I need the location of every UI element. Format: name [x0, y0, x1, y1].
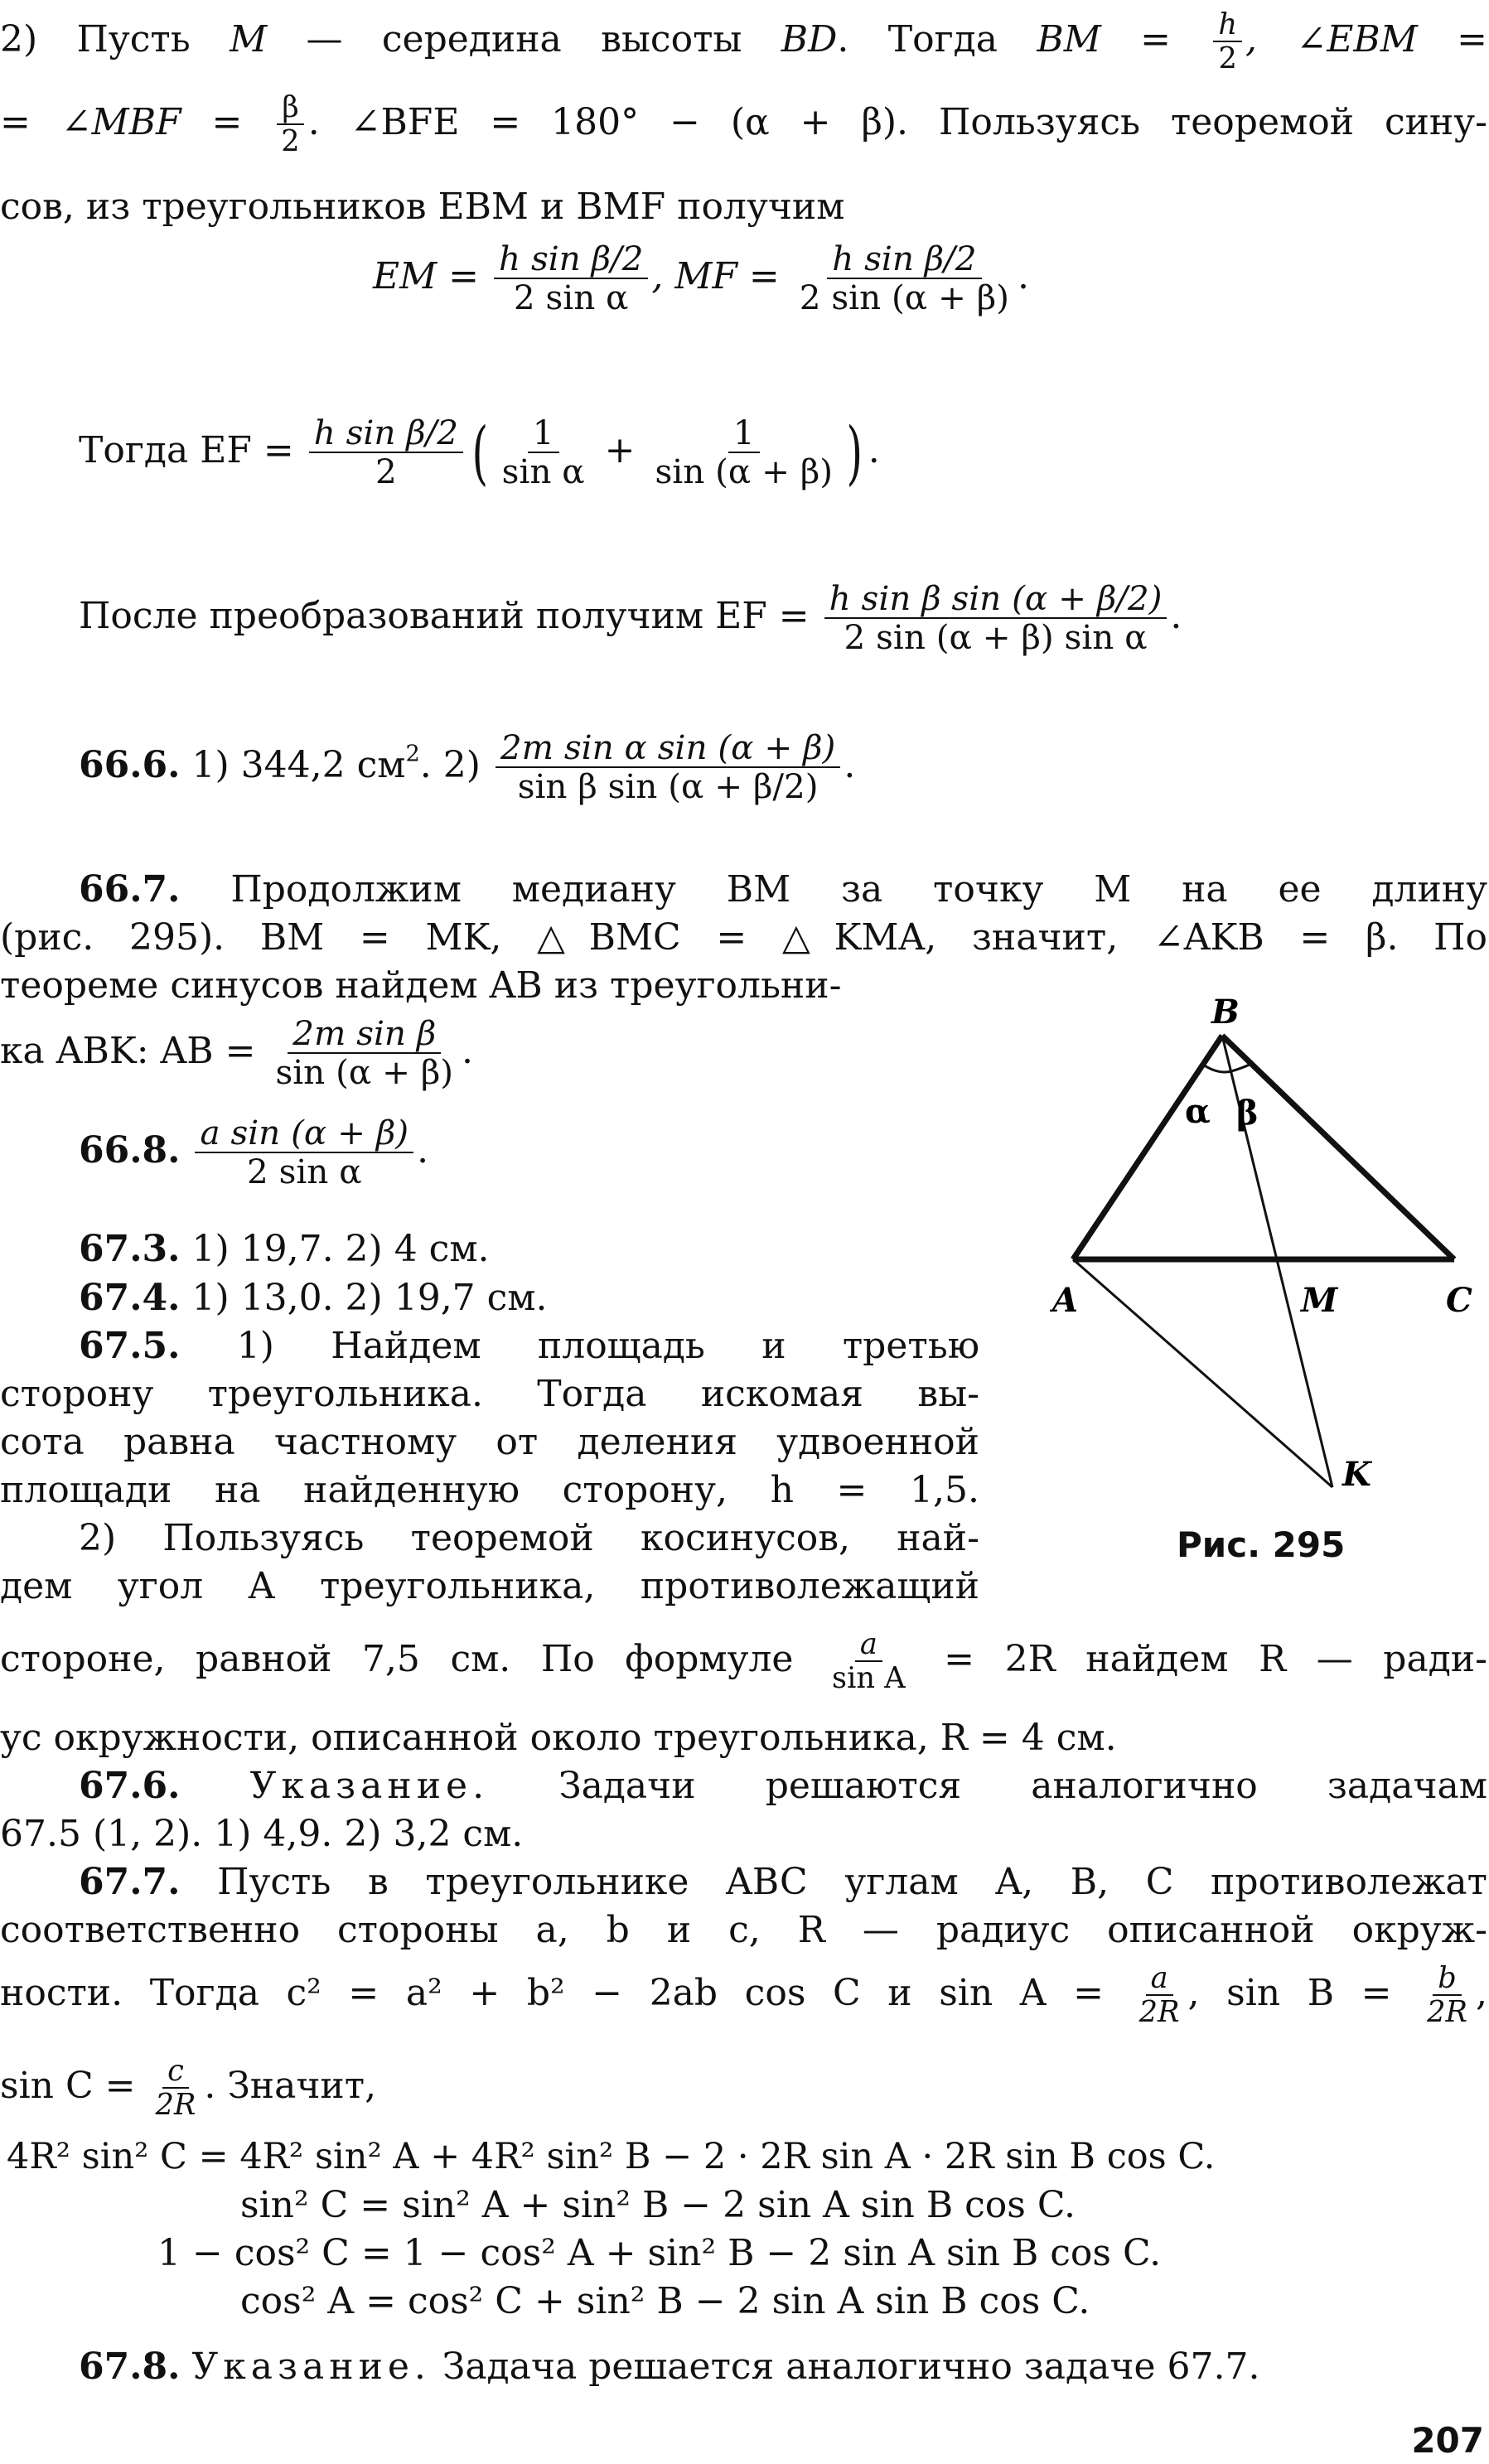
answer-67-5-line3: сота равна частному от деления удвоенной [0, 1421, 979, 1463]
label-a: A [1052, 1281, 1079, 1320]
equation-3: 1 − cos² C = 1 − cos² A + sin² B − 2 sin A sin B cos C. [157, 2232, 1162, 2274]
side-bc [1222, 1036, 1454, 1259]
text-segment: — середина высоты [267, 17, 781, 60]
answer-66-7-line2: (рис. 295). BM = MK, △BMC = △KMA, значит, ∠AKB = β. По [0, 916, 1487, 959]
text-segment: = ∠MBF = [0, 100, 273, 143]
answer-67-5-line6: дем угол A треугольника, противолежащий [0, 1565, 979, 1607]
formula-em-mf: EM = $\frac{\text{h sin β/2}}{\text{2 sin α}}$ , MF = $\frac{\text{h sin β/2}}{2 \sin (\alpha + \beta)}$ . [373, 239, 1029, 318]
answer-67-5-line4: площади на найденную сторону, h = 1,5. [0, 1469, 979, 1511]
answer-67-5-line1: 67.5. 1) Найдем площадь и третью [79, 1325, 979, 1367]
figure-295 [1019, 998, 1483, 1512]
side-ab [1073, 1036, 1222, 1259]
label-b: B [1211, 998, 1240, 1031]
label-beta: β [1236, 1094, 1259, 1133]
answer-67-8: 67.8. Указание. Задача решается аналогично задаче 67.7. [79, 2346, 1260, 2388]
answer-67-5-line2: сторону треугольника. Тогда искомая вы- [0, 1373, 979, 1415]
text-segment: BM [1037, 17, 1101, 60]
answer-67-7-line1: 67.7. Пусть в треугольнике ABC углам A, B, C противолежат [79, 1861, 1487, 1903]
answer-67-3: 67.3. 1) 19,7. 2) 4 см. [79, 1228, 490, 1270]
answer-66-8: 66.8. $\frac{\text{a sin (α + β)}}{\text{2 sin α}}$ . [79, 1113, 429, 1192]
text-segment: . Тогда [837, 17, 1037, 60]
answer-67-4: 67.4. 1) 13,0. 2) 19,7 см. [79, 1277, 548, 1319]
fraction-beta-over-2: $\frac{\beta}{2}$ [276, 91, 304, 158]
equation-4: cos² A = cos² C + sin² B − 2 sin A sin B cos C. [240, 2280, 1090, 2322]
label-c: C [1446, 1281, 1472, 1320]
answer-66-6: 66.6. 1) 344,2 $см^2$. 2) $\frac{\text{2m sin α sin (α + β)}}{\text{sin β sin (α + β/2)}}$ . [79, 727, 856, 807]
angle-arc-beta [1231, 1063, 1253, 1071]
formula-ef: Тогда EF = $\frac{\text{h sin β/2}}{2}$ ( $\frac{1}{\text{sin α}}$ + $\frac{1}{\sin (\alpha + \beta)}$ ) . [79, 411, 880, 493]
answer-66-7-formula: ка ABK: AB = $\frac{\text{2m sin β}}{\sin (\alpha + \beta)}$ . [0, 1013, 474, 1093]
angle-arc-alpha [1203, 1065, 1231, 1072]
text-segment: = [1100, 17, 1211, 60]
answer-67-7-line3: ности. Тогда c² = a² + b² − 2ab cos C и sin A = $\frac{a}{2R}$ , sin B = $\frac{b}{2R}$ , [0, 1961, 1488, 2030]
label-m: M [1301, 1281, 1338, 1320]
answer-67-5-line7: стороне, равной 7,5 см. По формуле $\frac{a}{\text{sin A}}$ = 2R найдем R — ради- [0, 1627, 1487, 1696]
label-k: K [1342, 1455, 1371, 1494]
fraction-h-over-2: $\frac{h}{2}$ [1213, 8, 1242, 75]
answer-66-7-line1: 66.7. Продолжим медиану BM за точку M на ее длину [79, 868, 1487, 911]
text-line [0, 91, 1487, 158]
answer-67-7-line2: соответственно стороны a, b и c, R — радиус описанной окруж- [0, 1909, 1487, 1951]
figure-caption: Рис. 295 [1177, 1524, 1346, 1565]
text-line [0, 8, 1487, 75]
text-line: сов, из треугольников EBM и BMF получим [0, 186, 845, 228]
segment-ak [1073, 1259, 1332, 1487]
answer-67-5-line8: ус окружности, описанной около треугольника, R = 4 см. [0, 1717, 1117, 1759]
answer-67-5-line5: 2) Пользуясь теоремой косинусов, най- [79, 1517, 979, 1559]
text-segment: 2) Пусть [0, 17, 230, 60]
page-number: 207 [1411, 2420, 1484, 2461]
text-segment: . ∠BFE = 180° − (α + β). Пользуясь теоремой сину- [307, 100, 1487, 143]
equation-2: sin² C = sin² A + sin² B − 2 sin A sin B cos C. [240, 2184, 1076, 2226]
text-segment: , ∠EBM = [1245, 17, 1487, 60]
answer-67-6-line2: 67.5 (1, 2). 1) 4,9. 2) 3,2 см. [0, 1813, 524, 1855]
formula-ef-result: После преобразований получим EF = $\frac{\text{h sin β sin (α + β/2)}}{\text{2 sin (α + β) sin α}}$ . [79, 578, 1182, 658]
equation-1: 4R² sin² C = 4R² sin² A + 4R² sin² B − 2 · 2R sin A · 2R sin B cos C. [7, 2136, 1216, 2177]
answer-67-7-line4: sin C = $\frac{c}{2R}$ . Значит, [0, 2054, 377, 2123]
text-segment: BD [781, 17, 838, 60]
answer-67-6-line1: 67.6. Указание. Задачи решаются аналогично задачам [79, 1765, 1487, 1807]
label-alpha: α [1185, 1092, 1211, 1131]
text-segment: M [230, 17, 268, 60]
answer-66-7-line3: теореме синусов найдем AB из треугольни- [0, 964, 842, 1007]
